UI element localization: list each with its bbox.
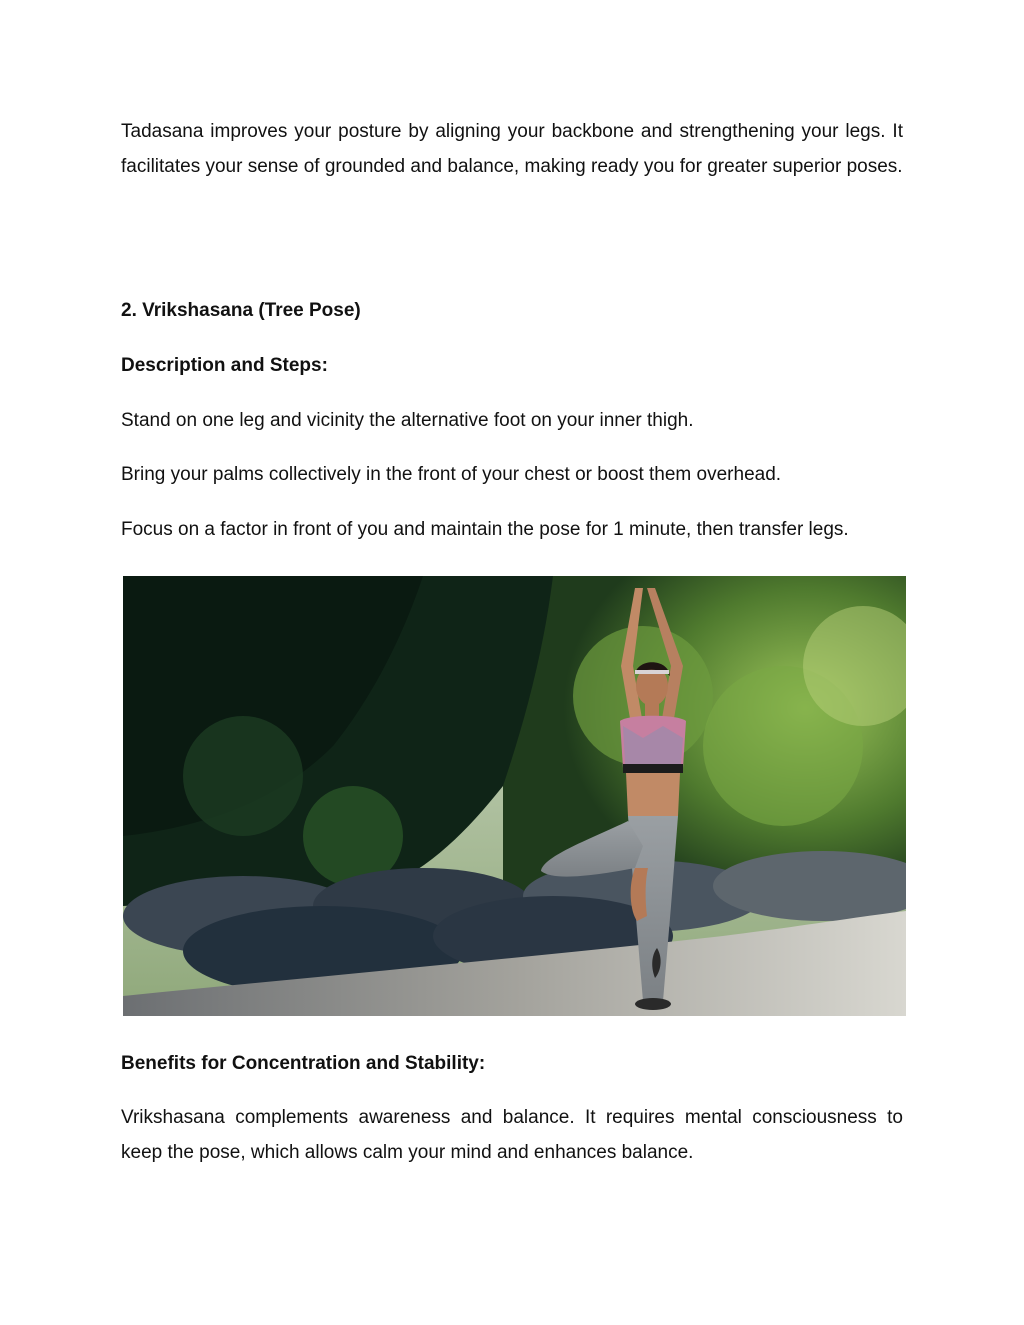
description-heading: Description and Steps:	[121, 355, 328, 376]
step-1: Stand on one leg and vicinity the alternative foot on your inner thigh.	[121, 410, 694, 431]
tree-pose-photo	[123, 576, 906, 1016]
step-3: Focus on a factor in front of you and maintain the pose for 1 minute, then transfer legs.	[121, 519, 849, 540]
intro-paragraph: Tadasana improves your posture by aligning your backbone and strengthening your legs. It facilitates your sense of grounded and balance, making ready you for greater superior poses.	[121, 121, 903, 177]
benefits-heading: Benefits for Concentration and Stability:	[121, 1053, 486, 1074]
step-2: Bring your palms collectively in the front of your chest or boost them overhead.	[121, 464, 782, 485]
section-title: 2. Vrikshasana (Tree Pose)	[121, 300, 361, 321]
benefits-paragraph: Vrikshasana complements awareness and balance. It requires mental consciousness to keep the pose, which allows calm your mind and enhances balance.	[121, 1107, 903, 1163]
